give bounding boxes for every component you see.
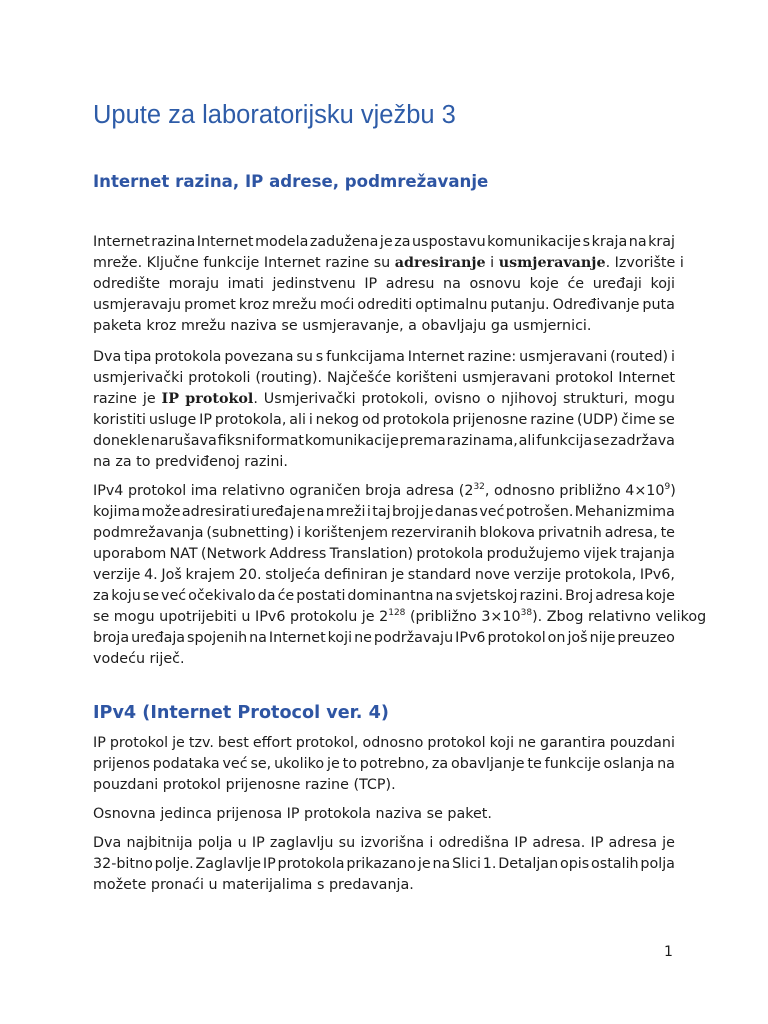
text-line: na za to predviđenoj razini. [93, 454, 288, 470]
section-heading-internet-layer: Internet razina, IP adrese, podmrežavanje [93, 172, 489, 191]
text-line: kojima može adresirati uređaje na mreži i taj broj je danas već potrošen. Mehanizmima [93, 504, 675, 520]
text-line: verzije 4. Još krajem 20. stoljeća definiran je standard nove verzije protokola, IPv6, [93, 567, 675, 583]
text-line: Dva najbitnija polja u IP zaglavlju su izvorišna i odredišna IP adresa. IP adresa je [93, 835, 675, 851]
bold-term-addressing: adresiranje [394, 255, 486, 271]
text-line: prijenos podataka već se, ukoliko je to potrebno, za obavljanje te funkcije oslanja na [93, 756, 675, 772]
section-heading-ipv4: IPv4 (Internet Protocol ver. 4) [93, 703, 389, 723]
text-line: usmjeravaju promet kroz mrežu moći odrediti optimalnu putanju. Određivanje puta [93, 297, 675, 313]
text-line: IPv4 protokol ima relativno ograničen broja adresa ($2^{32}$, odnosno približno $4\times 10^9$) [93, 482, 676, 499]
superscript: 32 [473, 482, 485, 492]
text-line: vodeću riječ. [93, 651, 185, 667]
text-line: razine je IP protokol. Usmjerivački protokoli, ovisno o njihovoj strukturi, mogu [93, 391, 675, 407]
paragraph-packet-unit [93, 804, 675, 825]
text-line: koristiti usluge IP protokola, ali i nekog od protokola prijenosne razine (UDP) čime se [93, 412, 675, 428]
text-line: mreže. Ključne funkcije Internet razine su adresiranje i usmjeravanje. Izvorište i [93, 255, 684, 271]
bold-term-ip-protocol: IP protokol [161, 391, 254, 407]
document-title: Upute za laboratorijsku vježbu 3 [93, 101, 456, 129]
page-number: 1 [664, 944, 673, 960]
text-line: za koju se već očekivalo da će postati dominantna na svjetskoj razini. Broj adresa koje [93, 588, 675, 604]
paragraph-internet-layer-intro [93, 232, 684, 337]
superscript: 128 [388, 608, 406, 618]
text-line: pouzdani protokol prijenosne razine (TCP). [93, 777, 396, 793]
text-line: IP protokol je tzv. best effort protokol, odnosno protokol koji ne garantira pouzdani [93, 735, 675, 751]
text-line: usmjerivački protokoli (routing). Najčešće korišteni usmjeravani protokol Internet [93, 370, 675, 386]
text-line: paketa kroz mrežu naziva se usmjeravanje, a obavljaju ga usmjernici. [93, 318, 592, 334]
text-line: se mogu upotrijebiti u IPv6 protokolu je $2^{128}$ (približno $3\times 10^{38}$). Zbog relativno velikog [93, 608, 707, 625]
text-line: Osnovna jedinca prijenosa IP protokola naziva se paket. [93, 806, 492, 822]
text-line: možete pronaći u materijalima s predavanja. [93, 877, 414, 893]
text-line: Internet razina Internet modela zadužena je za uspostavu komunikacije s kraja na kraj [93, 234, 675, 250]
text-line: podmrežavanja (subnetting) i korištenjem rezerviranih blokova privatnih adresa, te [93, 525, 675, 541]
paragraph-best-effort [93, 733, 675, 796]
text-line: odredište moraju imati jedinstvenu IP adresu na osnovu koje će uređaji koji [93, 276, 675, 292]
text-line: broja uređaja spojenih na Internet koji ne podržavaju IPv6 protokol on još nije preuzeo [93, 630, 675, 646]
text-line: donekle narušava fiksni format komunikacije prema razinama, ali funkcija se zadržava [93, 433, 675, 449]
text-line: Dva tipa protokola povezana su s funkcijama Internet razine: usmjeravani (routed) i [93, 349, 675, 365]
paragraph-protocol-types [93, 347, 675, 473]
text-line: uporabom NAT (Network Address Translation) protokola produžujemo vijek trajanja [93, 546, 675, 562]
paragraph-ip-header [93, 833, 675, 896]
bold-term-routing: usmjeravanje [498, 255, 606, 271]
superscript: 38 [520, 608, 533, 618]
text-line: 32-bitno polje. Zaglavlje IP protokola prikazano je na Slici 1. Detaljan opis ostalih polja [93, 856, 675, 872]
superscript: 9 [664, 482, 671, 492]
paragraph-ipv4-address-space [93, 481, 707, 670]
